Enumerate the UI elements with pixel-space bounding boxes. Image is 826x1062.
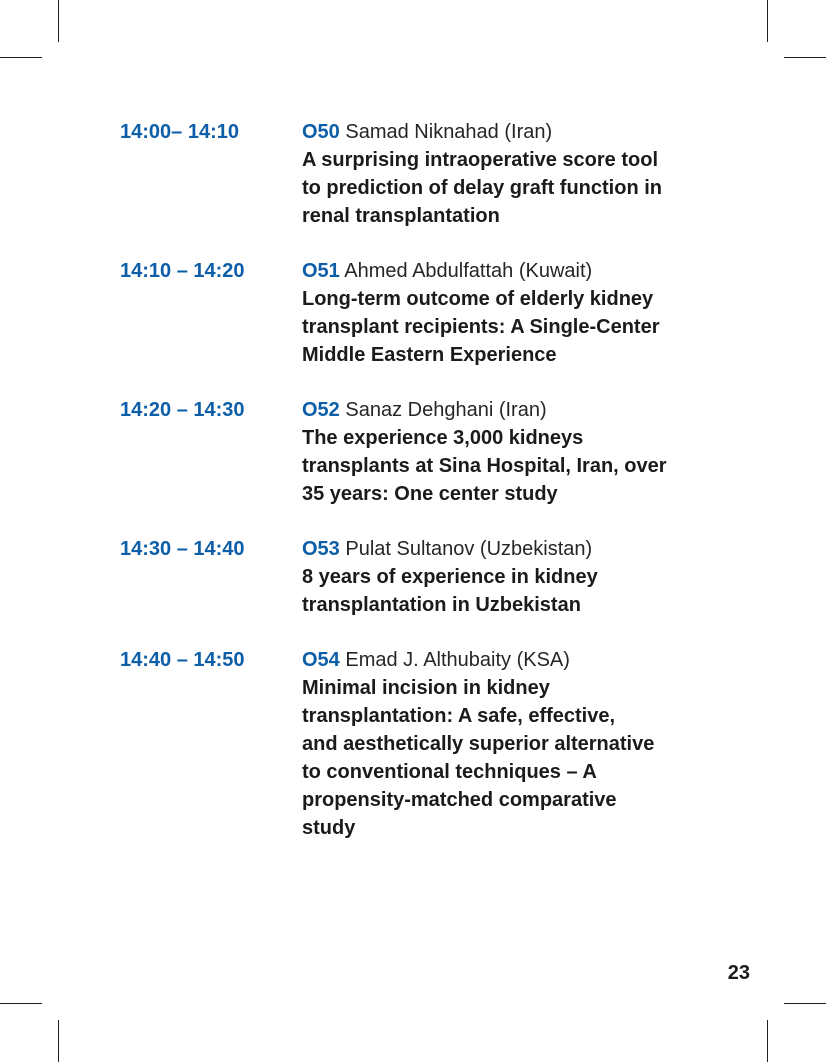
talk-title — [302, 424, 720, 508]
talk-title — [302, 674, 720, 842]
talk-title — [302, 563, 720, 619]
crop-mark — [58, 0, 59, 42]
session-time: 14:00– 14:10 — [120, 121, 239, 143]
talk-title-line: A surprising intraoperative score tool — [302, 149, 659, 171]
crop-mark — [784, 1003, 826, 1004]
talk-title — [302, 285, 720, 369]
crop-mark — [0, 57, 42, 58]
talk-title-line: Minimal incision in kidney — [302, 677, 550, 699]
abstract-code: O50 — [302, 121, 340, 143]
speaker-name: Ahmed Abdulfattah (Kuwait) — [344, 260, 593, 282]
speaker-name: Sanaz Dehghani (Iran) — [345, 399, 547, 421]
session-o54 — [120, 646, 720, 842]
crop-mark — [767, 0, 768, 42]
talk-title-line: propensity-matched comparative — [302, 789, 617, 811]
session-o53 — [120, 535, 720, 619]
abstract-code: O54 — [302, 649, 340, 671]
session-speaker-line — [302, 396, 720, 424]
talk-title-line: transplantation: A safe, effective, — [302, 705, 616, 727]
talk-title-line: and aesthetically superior alternative — [302, 733, 655, 755]
speaker-name: Emad J. Althubaity (KSA) — [345, 649, 570, 671]
session-o52 — [120, 396, 720, 508]
session-speaker-line — [302, 535, 720, 563]
session-speaker-line — [302, 118, 720, 146]
talk-title-line: transplantation in Uzbekistan — [302, 594, 581, 616]
abstract-code: O51 — [302, 260, 340, 282]
session-time: 14:40 – 14:50 — [120, 649, 245, 671]
speaker-name: Samad Niknahad (Iran) — [345, 121, 553, 143]
session-time: 14:10 – 14:20 — [120, 260, 245, 282]
session-details — [302, 257, 720, 369]
crop-mark — [767, 1020, 768, 1062]
session-speaker-line — [302, 646, 720, 674]
session-details — [302, 118, 720, 230]
crop-mark — [58, 1020, 59, 1062]
talk-title-line: study — [302, 817, 356, 839]
session-program — [120, 118, 720, 869]
session-speaker-line — [302, 257, 720, 285]
talk-title-line: to prediction of delay graft function in — [302, 177, 662, 199]
session-o51 — [120, 257, 720, 369]
session-details — [302, 396, 720, 508]
session-time: 14:30 – 14:40 — [120, 538, 245, 560]
talk-title-line: 8 years of experience in kidney — [302, 566, 598, 588]
session-o50 — [120, 118, 720, 230]
speaker-name: Pulat Sultanov (Uzbekistan) — [345, 538, 593, 560]
session-details — [302, 646, 720, 842]
session-details — [302, 535, 720, 619]
talk-title — [302, 146, 720, 230]
page-number: 23 — [727, 962, 750, 984]
abstract-code: O52 — [302, 399, 340, 421]
talk-title-line: 35 years: One center study — [302, 483, 558, 505]
talk-title-line: transplant recipients: A Single-Center — [302, 316, 660, 338]
abstract-code: O53 — [302, 538, 340, 560]
crop-mark — [0, 1003, 42, 1004]
talk-title-line: renal transplantation — [302, 205, 500, 227]
talk-title-line: to conventional techniques – A — [302, 761, 597, 783]
crop-mark — [784, 57, 826, 58]
talk-title-line: transplants at Sina Hospital, Iran, over — [302, 455, 667, 477]
talk-title-line: Middle Eastern Experience — [302, 344, 557, 366]
talk-title-line: Long-term outcome of elderly kidney — [302, 288, 654, 310]
session-time: 14:20 – 14:30 — [120, 399, 245, 421]
talk-title-line: The experience 3,000 kidneys — [302, 427, 584, 449]
